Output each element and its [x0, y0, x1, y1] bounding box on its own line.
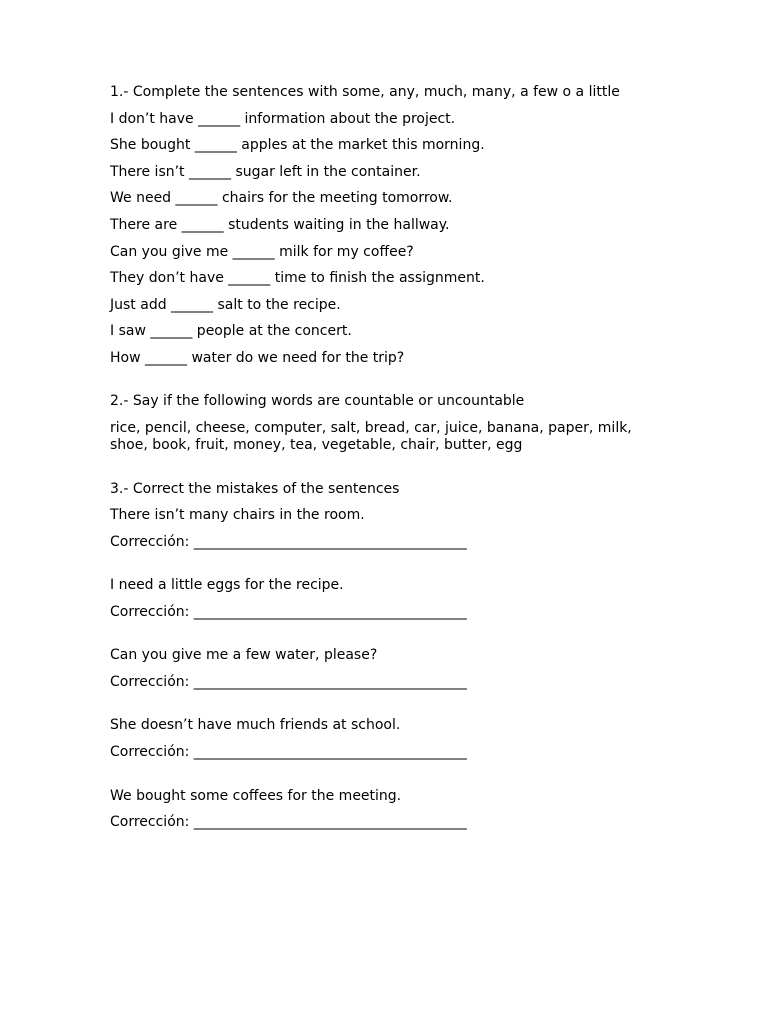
section3-correction-line: Corrección: _______________________________________	[110, 814, 467, 831]
section3-mistake-sentence: Can you give me a few water, please?	[110, 647, 378, 664]
section1-sentence: I don’t have ______ information about the project.	[110, 110, 456, 127]
section1-sentence: We need ______ chairs for the meeting tomorrow.	[110, 190, 453, 207]
section2-heading: 2.- Say if the following words are countable or uncountable	[110, 393, 525, 410]
section1-sentence: I saw ______ people at the concert.	[110, 323, 352, 340]
section3-mistake-sentence: We bought some coffees for the meeting.	[110, 787, 402, 804]
worksheet-content	[110, 84, 670, 841]
section1-sentence: They don’t have ______ time to finish the assignment.	[110, 270, 485, 287]
section3-correction-line: Corrección: _______________________________________	[110, 533, 467, 550]
section3-correction-line: Corrección: _______________________________________	[110, 744, 467, 760]
section3-mistake-sentence: She doesn’t have much friends at school.	[110, 717, 401, 734]
section3-mistake-sentence: I need a little eggs for the recipe.	[110, 577, 344, 594]
section3-correction-line: Corrección: _______________________________________	[110, 603, 467, 620]
section1-sentence: She bought ______ apples at the market this morning.	[110, 137, 485, 154]
section1-heading: 1.- Complete the sentences with some, any, much, many, a few o a little	[110, 84, 620, 100]
section1-sentence: Can you give me ______ milk for my coffee?	[110, 243, 414, 260]
section1-sentence: Just add ______ salt to the recipe.	[110, 296, 341, 313]
section1-sentence: There isn’t ______ sugar left in the container.	[110, 163, 421, 180]
section3-mistake-sentence: There isn’t many chairs in the room.	[110, 507, 365, 524]
section3-correction-line: Corrección: _______________________________________	[110, 673, 467, 690]
section1-sentence: How ______ water do we need for the trip?	[110, 349, 405, 366]
section3-heading: 3.- Correct the mistakes of the sentences	[110, 480, 400, 497]
section2-word-list: rice, pencil, cheese, computer, salt, bread, car, juice, banana, paper, milk, shoe, book, fruit, money, tea, vegetable, chair, butter, egg	[110, 420, 632, 454]
section1-sentence: There are ______ students waiting in the hallway.	[110, 216, 450, 233]
